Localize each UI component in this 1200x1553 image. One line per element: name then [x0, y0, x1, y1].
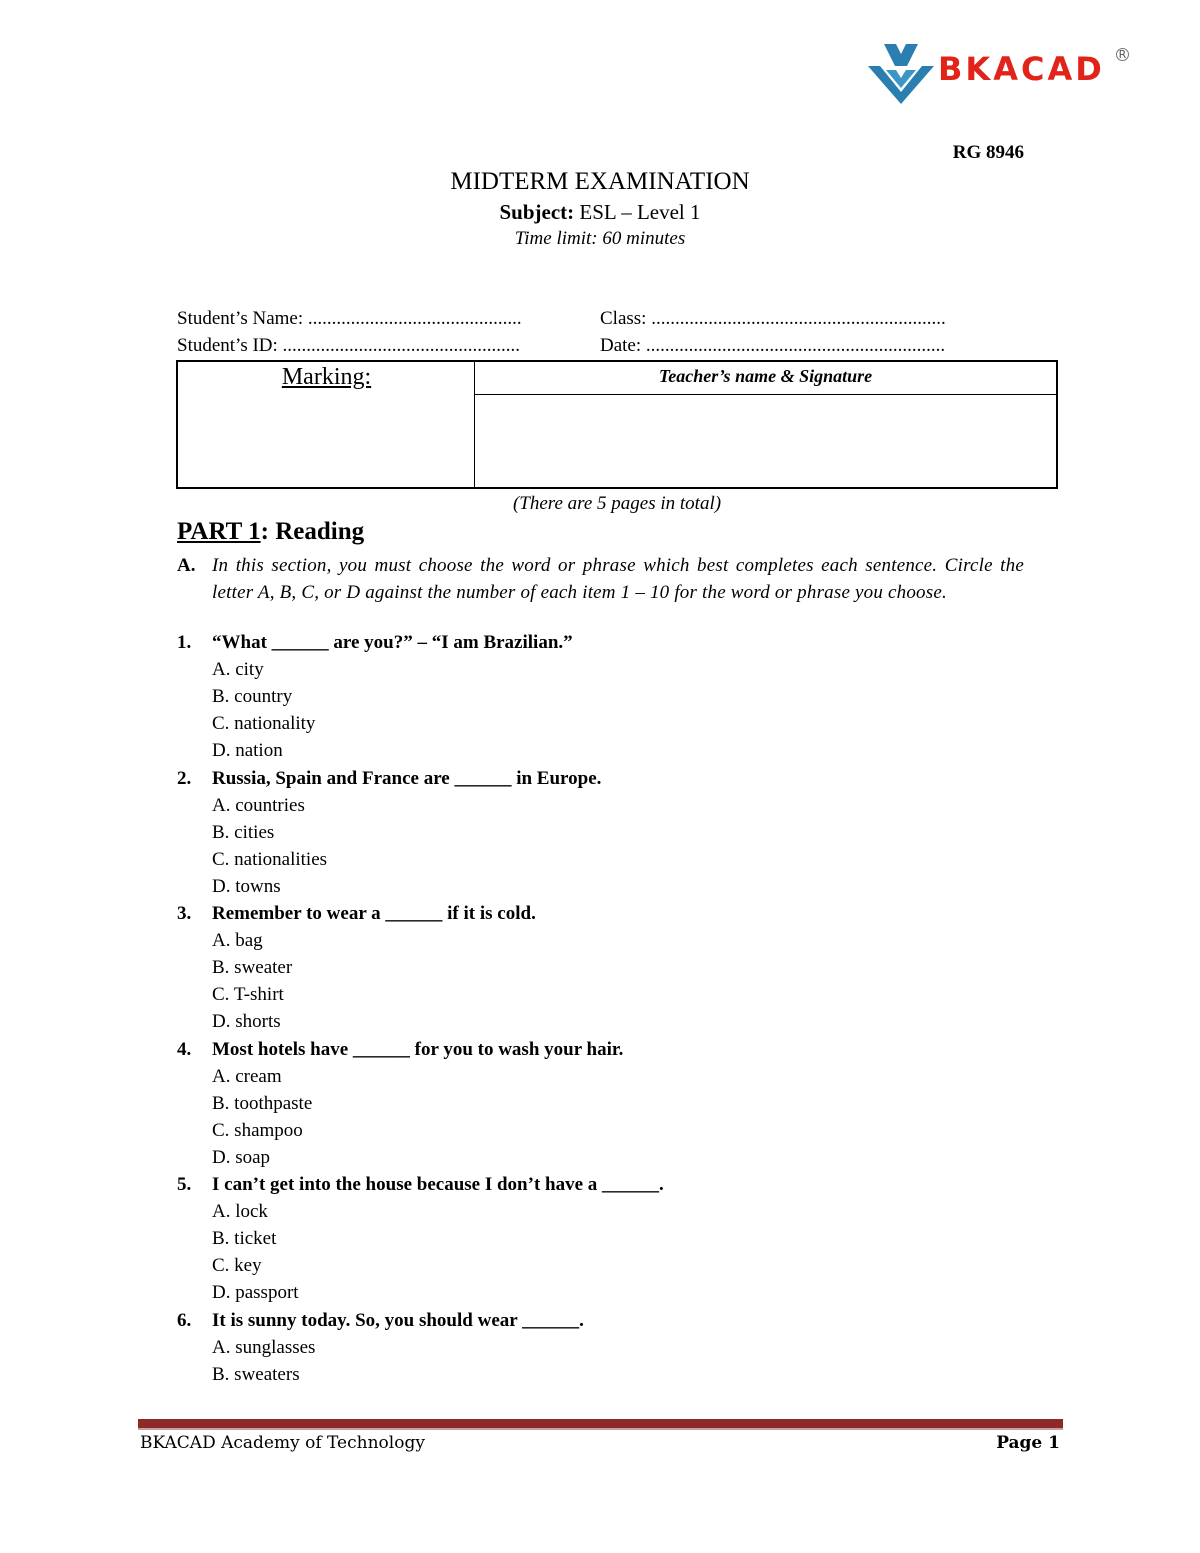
info-row-id-date	[177, 335, 1025, 361]
question-stem	[177, 903, 536, 925]
question-number: 4.	[177, 1038, 192, 1060]
answer-option[interactable]: B. sweaters	[212, 1363, 300, 1385]
question-number: 6.	[177, 1309, 192, 1331]
answer-option[interactable]: A. bag	[212, 930, 263, 952]
time-limit: Time limit: 60 minutes	[514, 228, 686, 249]
question-text: It is sunny today. So, you should wear ______.	[212, 1309, 584, 1331]
answer-option[interactable]: A. lock	[212, 1201, 268, 1223]
answer-option[interactable]: C. nationalities	[212, 848, 328, 870]
marking-label: Marking:	[281, 364, 372, 390]
footer-rule-shadow	[138, 1428, 1063, 1430]
answer-option[interactable]: D. passport	[212, 1282, 299, 1304]
question-number: 2.	[177, 767, 192, 789]
question-text: Most hotels have ______ for you to wash your hair.	[212, 1038, 624, 1060]
answer-option[interactable]: C. shampoo	[212, 1119, 303, 1141]
section-label: A.	[177, 555, 196, 576]
answer-option[interactable]: B. sweater	[212, 957, 293, 979]
student-name-field[interactable]: Student’s Name: .............................................	[177, 308, 522, 329]
answer-option[interactable]: B. ticket	[212, 1228, 277, 1250]
section-instruction	[177, 552, 1024, 606]
footer-institution: BKACAD Academy of Technology	[140, 1433, 425, 1453]
part-number: PART 1	[177, 518, 261, 545]
pages-note: (There are 5 pages in total)	[512, 493, 722, 514]
question-text: I can’t get into the house because I don’t have a ______.	[212, 1174, 664, 1195]
answer-option[interactable]: D. nation	[212, 740, 283, 762]
bkacad-logo-mark-icon	[866, 40, 936, 106]
logo-wordmark: BKACAD	[938, 50, 1105, 88]
subject-label: Subject:	[499, 200, 575, 224]
marking-table	[176, 360, 1058, 489]
registered-mark: R	[1116, 48, 1129, 61]
teacher-signature-header: Teacher’s name & Signature	[475, 362, 1056, 395]
document-code: RG 8946	[952, 142, 1024, 163]
question-stem	[177, 768, 601, 790]
question-text: “What ______ are you?” – “I am Brazilian.”	[212, 632, 573, 653]
answer-option[interactable]: B. toothpaste	[212, 1092, 313, 1114]
answer-option[interactable]: D. shorts	[212, 1011, 281, 1033]
page-number: Page 1	[996, 1433, 1060, 1453]
marking-cell	[178, 362, 475, 487]
exam-subject	[0, 200, 1200, 225]
answer-option[interactable]: D. soap	[212, 1146, 271, 1168]
answer-option[interactable]: C. nationality	[212, 713, 316, 735]
footer-rule	[138, 1419, 1063, 1428]
answer-option[interactable]: A. countries	[212, 794, 305, 816]
answer-option[interactable]: D. towns	[212, 875, 281, 897]
instruction-text: In this section, you must choose the word or phrase which best completes each sentence. Circle the letter A, B, C, or D against the number of each item 1 – 10 for the word or phrase you choose.	[212, 555, 1024, 603]
question-stem	[177, 1310, 584, 1332]
question-number: 3.	[177, 903, 192, 924]
answer-option[interactable]: A. city	[212, 659, 264, 681]
part-name: : Reading	[260, 518, 365, 545]
question-number: 5.	[177, 1174, 192, 1195]
exam-title: MIDTERM EXAMINATION	[450, 168, 750, 195]
question-number: 1.	[177, 632, 192, 653]
answer-option[interactable]: C. T-shirt	[212, 984, 284, 1006]
answer-option[interactable]: A. sunglasses	[212, 1336, 316, 1358]
class-field[interactable]: Class: ..............................................................	[600, 308, 946, 329]
question-text: Russia, Spain and France are ______ in Europe.	[212, 767, 602, 789]
answer-option[interactable]: A. cream	[212, 1065, 282, 1087]
question-stem	[177, 1174, 664, 1196]
answer-option[interactable]: B. cities	[212, 821, 275, 843]
question-stem	[177, 1039, 623, 1061]
info-row-name-class	[177, 308, 1025, 334]
student-id-field[interactable]: Student’s ID: ..................................................	[177, 335, 521, 356]
answer-option[interactable]: B. country	[212, 686, 293, 708]
subject-value: ESL – Level 1	[579, 200, 701, 224]
date-field[interactable]: Date: ...............................................................	[600, 335, 946, 356]
question-text: Remember to wear a ______ if it is cold.	[212, 903, 536, 924]
bkacad-logo	[866, 40, 1136, 106]
part-title	[177, 518, 364, 546]
answer-option[interactable]: C. key	[212, 1255, 262, 1277]
question-stem	[177, 632, 573, 654]
